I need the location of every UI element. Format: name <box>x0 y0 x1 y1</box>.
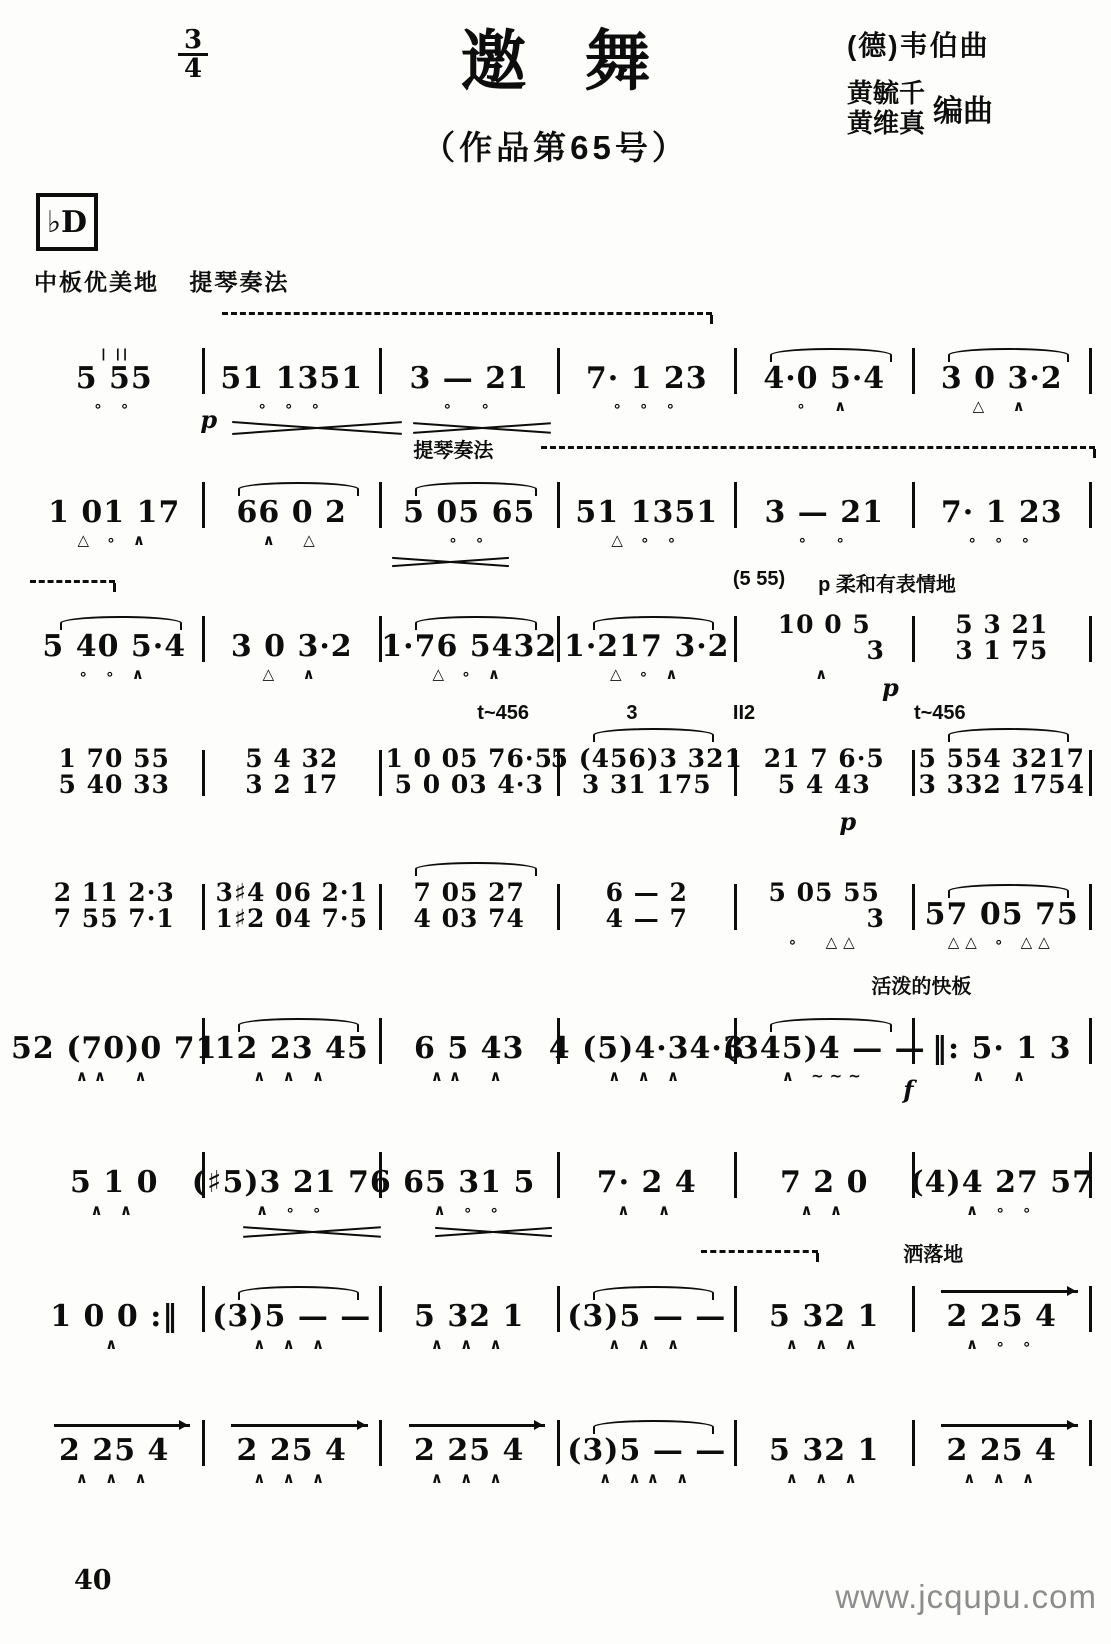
measure <box>30 590 199 686</box>
notes-lower-voice: 5 40 33 <box>58 770 170 799</box>
measure <box>385 1260 554 1356</box>
measure <box>740 456 909 552</box>
measure <box>208 858 377 954</box>
slur-arc <box>415 616 536 630</box>
barline <box>1089 482 1092 528</box>
articulation-marks: ∧ ∧ ∧ <box>608 1067 686 1085</box>
time-signature-numerator: 3 <box>183 25 203 55</box>
measure <box>208 456 377 552</box>
articulation-marks: ∘ △△ <box>787 933 861 951</box>
barline <box>912 616 915 662</box>
barline <box>1089 1018 1092 1064</box>
measure <box>385 322 554 418</box>
articulation-marks: △△ ∘ △△ <box>947 933 1056 951</box>
barline <box>379 348 382 394</box>
articulation-marks <box>996 664 1007 686</box>
articulation-marks: ∧ <box>105 1335 124 1353</box>
barline <box>202 884 205 930</box>
notes: 7 2 0 <box>779 1165 869 1200</box>
articulation-marks: ∧ ∧∧ ∧ <box>599 1469 695 1487</box>
notes: 2 25 4 <box>946 1299 1057 1334</box>
tempo-text: 中板优美地 <box>34 269 159 295</box>
notes-upper-voice: 1 70 55 <box>58 744 170 773</box>
measure <box>563 1394 732 1490</box>
music-line-9 <box>30 1372 1095 1490</box>
measure <box>550 724 743 820</box>
measure <box>208 1260 377 1356</box>
notes: 2 25 4 <box>414 1433 525 1468</box>
notes: 52 (70)0 71 <box>11 1031 218 1066</box>
notes-upper-voice: 5 (456)3 321 <box>550 744 743 773</box>
barline <box>1089 1286 1092 1332</box>
key-signature-box: ♭D <box>36 193 98 251</box>
articulation-marks <box>286 932 297 954</box>
articulation-marks: ∘ ∧ <box>796 397 853 415</box>
notes: 51 1351 <box>575 495 719 530</box>
time-signature-denominator: 4 <box>183 54 203 84</box>
barline <box>912 1286 915 1332</box>
notes: ‖: 5· 1 3 <box>932 1031 1072 1066</box>
notes-upper-voice: 5 554 3217 <box>918 744 1086 773</box>
notes: 5 05 65 <box>403 495 536 530</box>
dashed-mark <box>30 580 115 583</box>
measure-row <box>30 590 1095 686</box>
notes: 51 1351 <box>220 361 364 396</box>
notes: (3)5 — — <box>567 1433 727 1468</box>
articulation-marks: ∧ <box>815 665 834 683</box>
measure <box>563 456 732 552</box>
articulation-marks: ∧ ∘ ∘ <box>433 1201 505 1219</box>
barline <box>557 884 560 930</box>
barline <box>202 1286 205 1332</box>
barline <box>557 482 560 528</box>
articulation-marks: ∧ ∧ ∧ <box>785 1335 863 1353</box>
watermark-url: www.jcqupu.com <box>835 1578 1097 1615</box>
decresc-mark <box>435 1224 552 1238</box>
articulation-marks: ∧ ∧ ∧ <box>430 1335 508 1353</box>
barline <box>734 1152 737 1198</box>
notes-upper-voice: 5 3 21 <box>955 610 1049 639</box>
notes: 5 32 1 <box>414 1299 525 1334</box>
technique-text: 提琴奏法 <box>189 269 290 295</box>
notes: 5 40 5·4 <box>42 629 187 664</box>
measure <box>563 590 732 686</box>
notes: 1 0 0 :‖ <box>50 1299 179 1334</box>
measure <box>30 322 199 418</box>
music-line-6 <box>11 970 1095 1104</box>
music-line-7 <box>30 1104 1095 1222</box>
articulation-marks: ∧ ∘ ∘ <box>966 1201 1038 1219</box>
notes: 65 31 5 <box>403 1165 536 1200</box>
arranger-suffix: 编曲 <box>933 95 993 128</box>
measure-row <box>30 1126 1095 1222</box>
gliss-arrow <box>231 1424 368 1427</box>
articulation-marks: ∧∧ ∧ <box>430 1067 508 1085</box>
measure <box>918 858 1087 954</box>
articulation-marks: ∧∧ ∧ <box>75 1067 153 1085</box>
notes: 12 23 45 <box>214 1031 369 1066</box>
articulation-marks: ∘ ∘ ∧ <box>78 665 150 683</box>
measure <box>208 590 377 686</box>
slur-arc <box>415 482 536 496</box>
dynamic-mark: p <box>882 673 899 702</box>
expression-text: 洒落地 <box>903 1244 964 1266</box>
notes: 4 (5)4·34·3 <box>548 1031 745 1066</box>
slur-arc <box>238 482 359 496</box>
notes: 7· 1 23 <box>940 495 1063 530</box>
barline <box>912 482 915 528</box>
barline <box>734 1420 737 1466</box>
barline <box>734 1286 737 1332</box>
barline <box>912 1420 915 1466</box>
expression-text: (5 55) <box>732 568 786 590</box>
measure <box>563 1260 732 1356</box>
measure <box>740 322 909 418</box>
measure <box>30 1260 199 1356</box>
barline <box>379 1018 382 1064</box>
measure <box>740 1126 909 1222</box>
articulation-marks: ∘ ∘ ∘ <box>257 397 327 415</box>
measure <box>30 1394 199 1490</box>
measure <box>563 1126 732 1222</box>
notes-lower-voice: 4 — 7 <box>605 904 688 933</box>
notes: 5 1 0 <box>69 1165 159 1200</box>
barline <box>557 1152 560 1198</box>
barline <box>202 348 205 394</box>
barline <box>557 1286 560 1332</box>
articulation-marks: ∧ ∧ <box>972 1067 1032 1085</box>
slur-arc <box>770 348 891 362</box>
articulation-marks: ∧ ∧ ∧ <box>253 1067 331 1085</box>
notes-lower-voice: 3 1 75 <box>955 636 1049 665</box>
articulation-marks <box>819 798 830 820</box>
notes-upper-voice: 21 7 6·5 <box>763 744 885 773</box>
slur-arc <box>770 1018 891 1032</box>
barline <box>202 750 205 796</box>
music-line-1 <box>30 300 1095 434</box>
notes: 2 25 4 <box>59 1433 170 1468</box>
measure <box>563 322 732 418</box>
notes: (3)5 — — <box>212 1299 372 1334</box>
barline <box>912 884 915 930</box>
articulation-marks: ∧ ∧ <box>90 1201 139 1219</box>
measure <box>918 1260 1087 1356</box>
measure <box>385 1394 554 1490</box>
barline <box>379 1286 382 1332</box>
notes-lower-voice: 7 55 7·1 <box>53 904 175 933</box>
measure-row <box>11 992 1095 1088</box>
measure <box>909 1126 1095 1222</box>
articulation-marks: ∘ ∘ <box>442 397 496 415</box>
measure <box>381 590 558 686</box>
notes-upper-voice: 5 05 55 <box>768 878 880 907</box>
measure <box>385 858 554 954</box>
music-line-8 <box>30 1238 1095 1356</box>
notes: 1·217 3·2 <box>563 629 730 664</box>
tempo-row <box>34 264 311 297</box>
articulation-marks <box>641 932 652 954</box>
notes: 57 05 75 <box>924 897 1079 932</box>
measure <box>30 858 199 954</box>
dashed-mark <box>541 446 1095 449</box>
measure <box>740 724 909 820</box>
measure <box>548 992 745 1088</box>
music-systems <box>11 300 1095 1506</box>
notes: 3 0 3·2 <box>230 629 353 664</box>
slur-arc <box>238 1286 359 1300</box>
gliss-arrow <box>941 1290 1078 1293</box>
notes: (345)4 — — <box>722 1031 926 1066</box>
composer-block <box>847 24 993 138</box>
measure <box>740 1394 909 1490</box>
notes-lower-voice: 3 <box>866 636 885 665</box>
notes-lower-voice: 4 03 74 <box>413 904 525 933</box>
slur-arc <box>948 728 1069 742</box>
measure <box>918 724 1087 820</box>
slur-arc <box>593 616 714 630</box>
barline <box>1089 1420 1092 1466</box>
music-line-3 <box>30 568 1095 702</box>
notes: (♯5)3 21 76 <box>191 1165 392 1200</box>
measure <box>30 1126 199 1222</box>
arranger-names <box>847 78 925 138</box>
measure <box>740 1260 909 1356</box>
notes: 1·76 5432 <box>381 629 558 664</box>
articulation-marks: ∧ ∧ ∧ <box>253 1335 331 1353</box>
articulation-marks: △ ∧ <box>972 397 1031 415</box>
articulation-marks: ∘ ∘ ∘ <box>612 397 682 415</box>
notes-lower-voice: 5 0 03 4·3 <box>394 770 544 799</box>
notes-upper-voice: 3♯4 06 2·1 <box>215 878 369 907</box>
notes: 3 — 21 <box>409 361 529 396</box>
measure <box>191 1126 392 1222</box>
expression-text: p 柔和有表情地 <box>818 574 956 596</box>
notes-upper-voice: 7 05 27 <box>413 878 525 907</box>
measure-row <box>30 1260 1095 1356</box>
articulation-marks: ∘ ∘ <box>448 531 491 549</box>
notes: 5 55 <box>75 361 153 396</box>
barline <box>734 616 737 662</box>
barline <box>734 884 737 930</box>
notes: 66 0 2 <box>236 495 347 530</box>
expression-text: 提琴奏法 <box>413 440 494 462</box>
notes: 4·0 5·4 <box>763 361 886 396</box>
decresc-mark <box>392 554 509 568</box>
measure <box>30 456 199 552</box>
notes-lower-voice: 3 <box>866 904 885 933</box>
measure <box>918 322 1087 418</box>
barline <box>557 1420 560 1466</box>
barline <box>379 884 382 930</box>
articulation-marks: ∧ ∧ <box>617 1201 677 1219</box>
measure <box>208 724 377 820</box>
measure-row <box>30 858 1095 954</box>
notes-upper-voice: 10 0 5 <box>777 610 871 639</box>
measure <box>740 858 909 954</box>
arranger-2: 黄维真 <box>846 108 925 138</box>
notes-upper-voice: 5 4 32 <box>245 744 339 773</box>
articulation-marks: ∘ ∘ <box>797 531 851 549</box>
notes-lower-voice: 3 332 1754 <box>918 770 1086 799</box>
measure <box>208 992 377 1088</box>
notes: 1 01 17 <box>48 495 181 530</box>
articulation-marks: △ ∘ ∧ <box>432 665 507 683</box>
slur-arc <box>948 348 1069 362</box>
barline <box>379 750 382 796</box>
notes: 7· 1 23 <box>585 361 708 396</box>
measure <box>385 1126 554 1222</box>
barline <box>1089 884 1092 930</box>
barline <box>734 482 737 528</box>
barline <box>734 348 737 394</box>
measure <box>722 992 926 1088</box>
measure <box>30 724 199 820</box>
measure <box>208 1394 377 1490</box>
music-line-4 <box>30 702 1095 836</box>
barline <box>1089 348 1092 394</box>
articulation-marks <box>641 798 652 820</box>
articulation-marks: ∘ ∘ ∘ <box>967 531 1037 549</box>
notes: 7· 2 4 <box>596 1165 697 1200</box>
measure <box>11 992 218 1088</box>
articulation-marks <box>286 798 297 820</box>
barline <box>202 616 205 662</box>
expression-text: t~456 <box>477 702 530 724</box>
measure-row <box>30 456 1095 552</box>
dynamic-mark: p <box>839 807 857 836</box>
gliss-arrow <box>941 1424 1078 1427</box>
articulation-marks: △ ∧ <box>262 665 321 683</box>
articulation-marks: △ ∘ ∧ <box>609 665 684 683</box>
gliss-arrow <box>54 1424 191 1427</box>
arranger-1: 黄毓千 <box>846 78 925 108</box>
measure <box>740 590 909 686</box>
cresc-mark <box>232 420 402 434</box>
dashed-mark <box>222 312 712 315</box>
measure-row <box>30 724 1095 820</box>
above-ticks: | | | <box>101 346 127 361</box>
barline <box>912 750 915 796</box>
notes: 5 32 1 <box>769 1433 880 1468</box>
composer-name: (德)韦伯曲 <box>846 30 990 61</box>
notes-upper-voice: 2 11 2·3 <box>53 878 175 907</box>
articulation-marks <box>996 798 1007 820</box>
notes-lower-voice: 3 31 175 <box>581 770 712 799</box>
page-number: 40 <box>74 1565 112 1596</box>
dashed-mark <box>701 1250 818 1253</box>
measure <box>918 1394 1087 1490</box>
articulation-marks <box>464 932 475 954</box>
measure <box>385 992 554 1088</box>
articulation-marks: △ ∘ ∧ <box>77 531 152 549</box>
measure <box>208 322 377 418</box>
articulation-marks: ∘ ∘ <box>93 397 136 415</box>
measure <box>385 456 554 552</box>
arranger-row <box>847 78 993 138</box>
notes: 6 5 43 <box>414 1031 525 1066</box>
notes: 3 0 3·2 <box>940 361 1063 396</box>
notes-lower-voice: 1♯2 04 7·5 <box>215 904 369 933</box>
articulation-marks <box>464 798 475 820</box>
page-title: 邀舞 <box>460 22 709 100</box>
slur-arc <box>948 884 1069 898</box>
expression-text: t~456 <box>913 702 966 724</box>
notes-lower-voice: 3 2 17 <box>245 770 339 799</box>
expression-text: II2 <box>732 702 756 724</box>
articulation-marks: ∧ △ <box>262 531 321 549</box>
articulation-marks: ∧ ∧ ∧ <box>608 1335 686 1353</box>
barline <box>379 1420 382 1466</box>
dynamic-mark: f <box>903 1075 914 1104</box>
cresc-mark <box>243 1224 381 1238</box>
articulation-marks: ∧ ∧ ∧ <box>253 1469 331 1487</box>
notes: 2 25 4 <box>236 1433 347 1468</box>
notes-upper-voice: 1 0 05 76·5 <box>385 744 554 773</box>
articulation-marks: ∧ ~~~ <box>781 1067 867 1085</box>
barline <box>379 482 382 528</box>
expression-text: 活泼的快板 <box>871 976 972 998</box>
gliss-arrow <box>409 1424 546 1427</box>
slur-arc <box>415 862 536 876</box>
notes: (3)5 — — <box>567 1299 727 1334</box>
dynamic-mark: p <box>200 405 218 434</box>
articulation-marks: ∧ ∘ ∘ <box>256 1201 328 1219</box>
slur-arc <box>238 1018 359 1032</box>
articulation-marks: ∧ ∧ ∧ <box>963 1469 1041 1487</box>
measure <box>385 724 554 820</box>
music-line-5 <box>30 836 1095 954</box>
measure-row <box>30 322 1095 418</box>
notes: 3 — 21 <box>764 495 884 530</box>
notes-lower-voice: 5 4 43 <box>777 770 871 799</box>
articulation-marks: ∧ ∧ ∧ <box>430 1469 508 1487</box>
slur-arc <box>593 1286 714 1300</box>
articulation-marks <box>109 798 120 820</box>
barline <box>202 482 205 528</box>
notes: 5 32 1 <box>769 1299 880 1334</box>
notes-upper-voice: 6 — 2 <box>605 878 688 907</box>
articulation-marks: ∧ ∧ ∧ <box>785 1469 863 1487</box>
articulation-marks: ∧ ∧ <box>800 1201 849 1219</box>
measure <box>563 858 732 954</box>
barline <box>1089 750 1092 796</box>
barline <box>557 348 560 394</box>
opus-subtitle: （作品第65号） <box>422 129 689 166</box>
slur-arc <box>593 728 714 742</box>
music-line-2 <box>30 434 1095 552</box>
barline <box>202 1420 205 1466</box>
articulation-marks: ∧ ∧ ∧ <box>75 1469 153 1487</box>
measure <box>918 992 1087 1088</box>
slur-arc <box>593 1420 714 1434</box>
measure-row <box>30 1394 1095 1490</box>
measure <box>918 456 1087 552</box>
measure <box>918 590 1087 686</box>
articulation-marks <box>109 932 120 954</box>
expression-text: 3 <box>626 702 638 724</box>
barline <box>1089 616 1092 662</box>
notes: (4)4 27 57 <box>909 1165 1095 1200</box>
articulation-marks: ∧ ∘ ∘ <box>966 1335 1038 1353</box>
notes: 2 25 4 <box>946 1433 1057 1468</box>
articulation-marks: △ ∘ ∘ <box>611 531 683 549</box>
slur-arc <box>60 616 181 630</box>
barline <box>912 348 915 394</box>
decresc-mark <box>413 420 551 434</box>
